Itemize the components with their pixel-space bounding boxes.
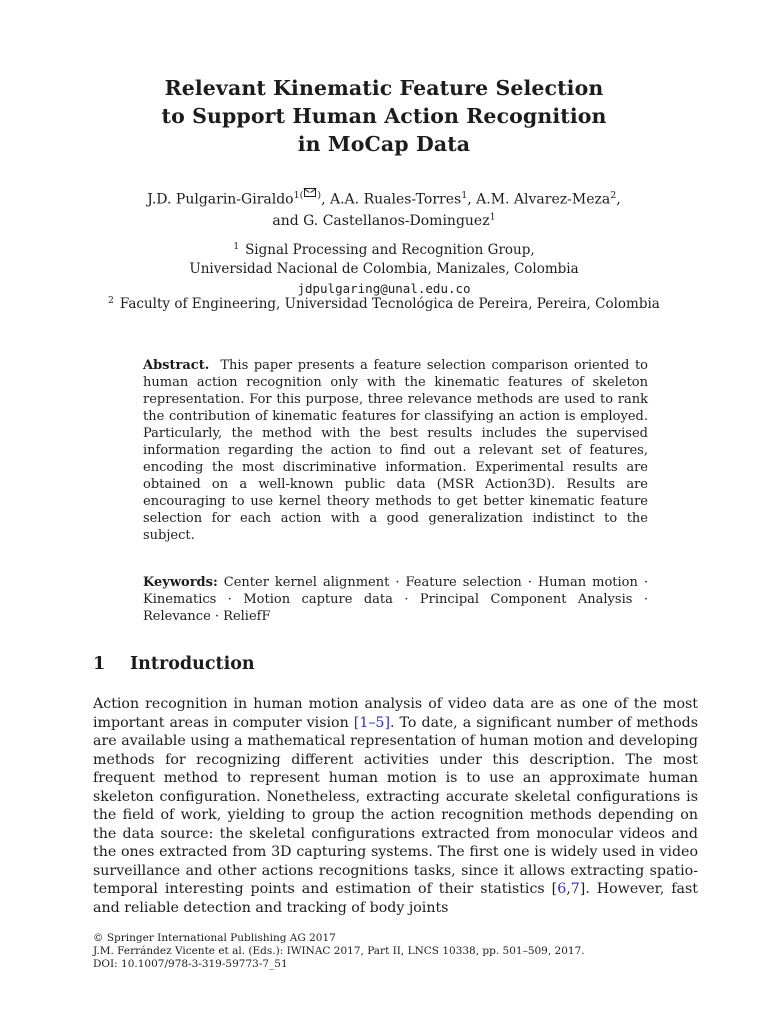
footer-copyright: © Springer International Publishing AG 2017 — [93, 932, 336, 944]
envelope-icon — [304, 188, 316, 197]
citation-link-6[interactable]: 6 — [557, 881, 567, 897]
keywords-text: Center kernel alignment · Feature selection · Human motion · Kinematics · Motion capture data · Principal Component Analysis · Relevance · ReliefF — [143, 575, 648, 624]
affiliation-1 — [0, 241, 768, 298]
author-1-sup-close: ) — [317, 190, 322, 201]
cite-close-bracket: ] — [579, 881, 586, 897]
author-2-affil-sup: 1 — [461, 190, 468, 201]
author-line-1 — [0, 188, 768, 211]
author-email: jdpulgaring@unal.edu.co — [297, 281, 471, 296]
affiliation-1-mark: 1 — [233, 241, 240, 252]
abstract-label: Abstract. — [143, 358, 210, 373]
author-list — [0, 188, 768, 232]
author-2: , A.A. Ruales-Torres — [321, 191, 462, 208]
section-title: Introduction — [130, 654, 255, 674]
intro-text-b: . To date, a significant number of methods are available using a mathematical representation of human motion and developing methods for recognizing different activities under this description. The most frequent method to represent human motion is to use an approximate human skeleton configuration. Nonetheless, extracting accurate skeletal configurations is the field of work, yielding to group the action recognition methods depending on the data source: the skeletal configurations extracted from monocular videos and the ones extracted from 3D capturing systems. The first one is widely used in video surveillance and other actions recognitions tasks, since it allows extracting spatio-temporal interesting points and estimation of their statistics — [93, 714, 698, 897]
intro-text-c: . However, fast and reliable detection and tracking of body joints — [93, 881, 698, 916]
author-1-affil-sup — [294, 190, 321, 201]
cite-open-bracket: [ — [551, 881, 558, 897]
author-4-affil-sup: 1 — [489, 211, 496, 222]
title-line-3: in MoCap Data — [297, 132, 471, 156]
author-3: , A.M. Alvarez-Meza — [467, 191, 611, 208]
title-line-1: Relevant Kinematic Feature Selection — [164, 76, 604, 100]
affiliation-1-name: Signal Processing and Recognition Group, — [245, 242, 535, 258]
paper-title — [0, 74, 768, 158]
author-3-affil-sup: 2 — [610, 190, 617, 201]
affiliation-2 — [0, 295, 768, 314]
intro-paragraph — [93, 695, 698, 917]
author-4: and G. Castellanos-Dominguez — [272, 212, 490, 229]
abstract-text: This paper presents a feature selection comparison oriented to human action recognition only with the kinematic features of skeleton representation. For this purpose, three relevance methods are used to rank the contribution of kinematic features for classifying an action is employed. Particularly, the method with the best results includes the supervised information regarding the action to find out a relevant set of features, encoding the most discriminative information. Experimental results are obtained on a well-known public data (MSR Action3D). Results are encouraging to use kernel theory methods to get better kinematic feature selection for each action with a good generalization indistinct to the subject. — [143, 358, 648, 543]
copyright-footer — [93, 932, 698, 971]
keywords — [143, 574, 648, 625]
footer-doi: DOI: 10.1007/978-3-319-59773-7_51 — [93, 958, 288, 970]
cite-separator: , — [566, 881, 571, 897]
affiliation-2-name: Faculty of Engineering, Universidad Tecnológica de Pereira, Pereira, Colombia — [119, 296, 660, 312]
author-1-sup-text: 1( — [293, 190, 304, 201]
citation-link-7[interactable]: 7 — [570, 881, 580, 897]
section-heading — [93, 654, 255, 674]
section-number: 1 — [93, 654, 106, 674]
affiliation-2-mark: 2 — [108, 295, 114, 306]
author-1: J.D. Pulgarin-Giraldo — [147, 191, 294, 208]
citation-link-1-5[interactable]: [1–5] — [353, 714, 390, 731]
abstract — [143, 357, 648, 544]
author-3-trail: , — [616, 191, 621, 208]
affiliation-1-line-1 — [0, 241, 768, 260]
title-line-2: to Support Human Action Recognition — [161, 104, 607, 128]
affiliation-1-line-2: Universidad Nacional de Colombia, Manizales, Colombia — [189, 261, 579, 277]
keywords-label: Keywords: — [143, 575, 218, 590]
author-line-2 — [0, 211, 768, 232]
footer-citation: J.M. Ferrández Vicente et al. (Eds.): IWINAC 2017, Part II, LNCS 10338, pp. 501–509, 2017. — [93, 945, 585, 957]
intro-text-a: Action recognition in human motion analysis of video data are as one of the most important areas in computer vision — [93, 696, 698, 731]
